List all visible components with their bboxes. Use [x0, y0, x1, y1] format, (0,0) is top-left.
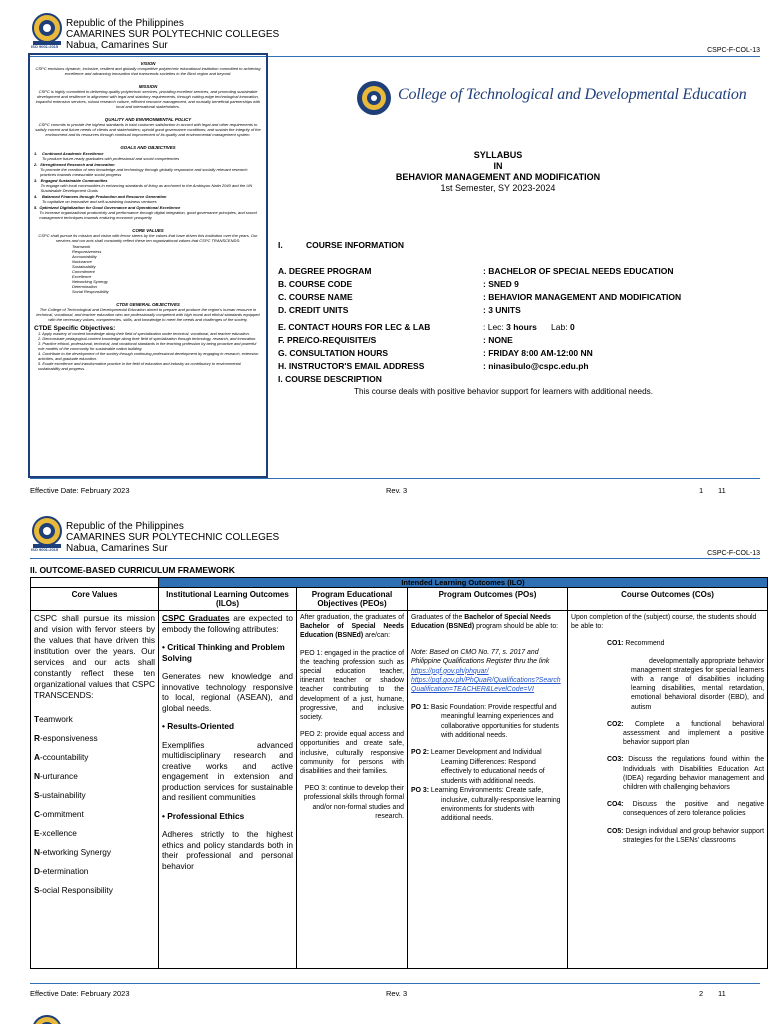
- co4-text: Discuss the positive and negative consequences of zero tolerance policies: [623, 801, 765, 818]
- qep-heading: QUALITY AND ENVIRONMENTAL POLICY: [104, 117, 192, 122]
- header-republic: Republic of the Philippines: [66, 521, 184, 532]
- course-description-text: This course deals with positive behavior support for learners with additional needs.: [354, 387, 654, 396]
- core-value-rest: -xcellence: [39, 828, 77, 838]
- form-code: CSPC-F-COL-13: [707, 47, 760, 54]
- obcf-table: [30, 577, 768, 969]
- course-info-row: [278, 361, 748, 371]
- core-value-item: Sustainability: [72, 264, 96, 269]
- course-info-row: [278, 279, 748, 289]
- goal-body: [39, 205, 262, 220]
- co1-text: developmentally appropriate behavior management strategies for special learners with a range of disabilities including learning disabilities, mental retardation, emotional behavioral disorder (EBD), and autism: [631, 657, 765, 711]
- college-name: College of Technological and Developmental Education: [398, 86, 747, 103]
- course-info-num: I.: [278, 240, 283, 250]
- ilo-band: Intended Learning Outcomes (ILO): [159, 578, 768, 588]
- col-core-values: Core Values: [31, 588, 159, 611]
- core-value-item: Networking Synergy: [72, 279, 108, 284]
- iso-mark: ISO 9001:2015: [31, 547, 59, 552]
- course-info-value: : SNED 9: [483, 279, 519, 289]
- co1-label: CO1:: [607, 640, 624, 648]
- core-value-letter: T: [34, 714, 40, 724]
- po-lead-end: program should be able to:: [474, 623, 559, 631]
- revision: Rev. 3: [386, 486, 408, 495]
- po-lead-bold: Bachelor of Special Needs Education (BSNEd): [411, 614, 551, 631]
- ilos-cell: [159, 611, 297, 969]
- core-value-rest: -ommitment: [40, 809, 84, 819]
- course-info-row: [278, 335, 748, 345]
- core-value-letter: N: [34, 771, 40, 781]
- po-lead: Graduates of the: [411, 614, 465, 621]
- lab-value: 0: [569, 322, 575, 332]
- page-number: 1: [699, 486, 704, 495]
- core-value-entry: [34, 828, 155, 839]
- co2-label: CO2:: [607, 720, 624, 728]
- co4-label: CO4:: [607, 801, 624, 809]
- course-info-row: [278, 305, 748, 315]
- course-info-heading: COURSE INFORMATION: [306, 240, 405, 250]
- ctde-specific-list: [34, 331, 262, 371]
- ctde-objective: 1. Apply mastery of content knowledge along their field of specialization under technical, vocational, and teacher education.: [38, 331, 250, 336]
- pqf-link-2[interactable]: https://pqf.gov.ph/PhQuaR/Qualifications?SearchQualification=TEACHER&LevelCode=VI: [411, 677, 561, 694]
- co2-text: Complete a functional behavioral assessment and implement a positive behavior support plan: [623, 720, 765, 747]
- ctde-specific-heading: CTDE Specific Objectives:: [34, 325, 116, 332]
- course-info-label: F. PRE/CO-REQUISITE/S: [278, 335, 377, 345]
- form-code: CSPC-F-COL-13: [707, 550, 760, 557]
- mission-text: CSPC is highly committed to delivering quality polytechnic services, providing excellent services, and promoting sustainable development and resilience in alignment with legal and statutory requirements, through cutting-edge technological innovation, impactful extension services, robust research culture, efficient resource management, and mutually beneficial partnerships with local and international stakeholders.: [35, 89, 261, 109]
- obcf-heading: II. OUTCOME-BASED CURRICULUM FRAMEWORK: [30, 565, 235, 575]
- goal-item: [34, 151, 262, 161]
- core-value-item: Commitment: [72, 269, 95, 274]
- vision-heading: VISION: [140, 61, 156, 66]
- ctde-heading: CTDE GENERAL OBJECTIVES: [116, 302, 180, 307]
- goal-number: 1.: [34, 151, 38, 156]
- core-value-item: Determination: [72, 284, 97, 289]
- goal-body: [41, 178, 262, 193]
- core-value-rest: -etworking Synergy: [40, 847, 112, 857]
- ilo2-text: Exemplifies advanced multidisciplinary research and creative works and active engagement in extension and production services for sustainable and resilient communities: [162, 739, 293, 802]
- goal-body: [42, 194, 166, 204]
- course-info-label: A. DEGREE PROGRAM: [278, 266, 372, 276]
- ctde-objective: 5. Exude excellence and transformative practice in the field of education and industry as contributory to environmental sustainability and progress.: [38, 361, 241, 371]
- core-values-heading: CORE VALUES: [132, 228, 164, 233]
- course-info-label: D. CREDIT UNITS: [278, 305, 349, 315]
- co3-text: Discuss the regulations found within the Individuals with Disabilities Education Act (IDEA) regarding behavior management and children with challenging behaviors: [623, 756, 765, 792]
- ilo-lead-bold: CSPC Graduates: [162, 613, 230, 623]
- core-value-entry: [34, 847, 155, 858]
- co5-text: Design individual and group behavior support strategies for the LSENs' classrooms: [623, 827, 765, 844]
- course-info-value: : BACHELOR OF SPECIAL NEEDS EDUCATION: [483, 266, 674, 276]
- core-value-letter: R: [34, 733, 40, 743]
- peo-lead-bold: Bachelor of Special Needs Education (BSNEd): [300, 623, 404, 640]
- goal-number: 2.: [34, 162, 38, 167]
- core-value-entry: [34, 714, 155, 725]
- course-info-value: : FRIDAY 8:00 AM-12:00 NN: [483, 348, 593, 358]
- course-info-value: : 3 UNITS: [483, 305, 521, 315]
- core-value-entry: [34, 809, 155, 820]
- core-value-item: Social Responsibility: [72, 289, 109, 294]
- core-value-item: Excellence: [72, 274, 92, 279]
- goals-list: [34, 151, 262, 220]
- goal-title: Balanced Finances through Production and Resource Generation: [42, 194, 167, 199]
- ilo2-heading: • Results-Oriented: [162, 721, 235, 731]
- syllabus-in: IN: [493, 161, 503, 171]
- cspc-seal-logo: [30, 515, 64, 549]
- peo2-text: PEO 2: provide equal access and opportunities and create safe, inclusive, culturally responsive community for persons with disabilities and their families.: [300, 731, 404, 776]
- goal-title: Continued Academic Excellence: [42, 151, 104, 156]
- effective-date: Effective Date: February 2023: [30, 486, 130, 495]
- goals-heading: GOALS AND OBJECTIVES: [120, 145, 176, 150]
- page-total: 11: [718, 486, 726, 495]
- ctde-objective: 2. Demonstrate pedagogical-content knowledge along their field of specialization through technology, research, and innovation.: [38, 336, 257, 341]
- core-value-rest: -etermination: [40, 866, 89, 876]
- vmgo-box: [28, 53, 268, 478]
- goal-body: [42, 151, 179, 161]
- core-value-entry: [34, 752, 155, 763]
- co5-label: CO5:: [607, 827, 624, 835]
- mission-heading: MISSION: [138, 84, 158, 89]
- course-description-label: I. COURSE DESCRIPTION: [278, 374, 382, 384]
- core-value-rest: -ccountability: [40, 752, 89, 762]
- peos-cell: [297, 611, 408, 969]
- footer-rule: [30, 478, 760, 479]
- core-value-letter: D: [34, 866, 40, 876]
- goal-number: 3.: [34, 178, 38, 183]
- header-location: Nabua, Camarines Sur: [66, 40, 168, 51]
- goal-title: Strengthened Research and Innovation: [40, 162, 115, 167]
- core-values-cell: [31, 611, 159, 969]
- course-info-value: : BEHAVIOR MANAGEMENT AND MODIFICATION: [483, 292, 682, 302]
- core-value-letter: A: [34, 752, 40, 762]
- cos-cell: [568, 611, 768, 969]
- core-value-item: Accountability: [72, 254, 97, 259]
- goal-item: [34, 162, 262, 177]
- po1-text: Basic Foundation: Provide respectful and meaningful learning experiences and collaborative opportunities for students with additional needs.: [429, 703, 559, 740]
- core-value-rest: -urturance: [40, 771, 78, 781]
- header-rule: [30, 558, 760, 559]
- col-cos: Course Outcomes (COs): [568, 588, 768, 611]
- vision-text: CSPC envisions dynamic, inclusive, resilient and globally competitive polytechnic educational institution committed to achieving excellence and advancing innovation that transcends societies in the Bicol region and beyond.: [35, 66, 261, 76]
- course-info-row: [278, 292, 748, 302]
- core-value-entry: [34, 866, 155, 877]
- revision: Rev. 3: [386, 989, 408, 998]
- core-value-entry: [34, 790, 155, 801]
- ilo1-heading: • Critical Thinking and Problem Solving: [162, 642, 285, 663]
- course-info-label: B. COURSE CODE: [278, 279, 353, 289]
- col-peos: Program Educational Objectives (PEOs): [297, 588, 408, 611]
- course-info-label: G. CONSULTATION HOURS: [278, 348, 389, 358]
- peo-lead-end: are/can:: [363, 632, 390, 640]
- core-value-item: Nurturance: [72, 259, 92, 264]
- pqf-link-1[interactable]: https://pqf.gov.ph/phquar/: [411, 667, 489, 675]
- syllabus-semester: 1st Semester, SY 2023-2024: [440, 183, 556, 193]
- po-note: Note: Based on CMO No. 77, s. 2017 and Philippine Qualifications Register thru the link: [411, 648, 550, 666]
- core-value-item: Teamwork: [72, 244, 91, 249]
- ilo-lead: are expected to embody the following attributes:: [162, 613, 293, 634]
- col-ilos: Institutional Learning Outcomes (ILOs): [159, 588, 297, 611]
- co-lead: Upon completion of the (subject) course, the students should be able to:: [571, 614, 757, 631]
- course-info-row: [278, 266, 748, 276]
- ilo3-text: Adheres strictly to the highest ethics and policy standards both in their professional and personal behavior: [162, 829, 293, 871]
- course-info-value: : ninasibulo@cspc.edu.ph: [483, 361, 589, 371]
- goal-desc: To produce future-ready graduates with professional and social competencies: [42, 156, 180, 161]
- ctde-text: The College of Technological and Developmental Education aimed to prepare and produce the region's human resource in technical, vocational, and teacher education who are professionally competent with high moral and ethical standards equipped with the necessary values, competencies, skills, and knowledge to meet the needs and challenges of the society.: [36, 307, 260, 322]
- co3-label: CO3:: [607, 756, 624, 764]
- syllabus-course-title: BEHAVIOR MANAGEMENT AND MODIFICATION: [395, 172, 601, 182]
- peo1-text: PEO 1: engaged in the practice of the teaching profession such as special education teacher, itinerant teacher or shadow teacher contributing to the development of a just, humane, progressive, and inclusive society.: [300, 649, 404, 722]
- core-value-rest: -esponsiveness: [40, 733, 98, 743]
- goal-body: [40, 162, 262, 177]
- core-value-item: Responsiveness: [72, 249, 102, 254]
- ctde-objective: 4. Contribute to the development of the society through continuing professional development by engaging in research, extension activities, and graduate education.: [38, 351, 259, 361]
- contact-hours-label: E. CONTACT HOURS FOR LEC & LAB: [278, 322, 431, 332]
- lec-label: : Lec:: [483, 322, 507, 332]
- course-info-label: C. COURSE NAME: [278, 292, 353, 302]
- contact-hours-row: [278, 322, 748, 332]
- ilo1-text: Generates new knowledge and innovative technology responsive to local, regional (ASEAN), and global needs.: [162, 671, 293, 713]
- header-location: Nabua, Camarines Sur: [66, 543, 168, 554]
- core-value-entry: [34, 885, 155, 896]
- goal-number: 4.: [34, 194, 38, 199]
- ilo3-heading: • Professional Ethics: [162, 810, 245, 821]
- cspc-seal-logo: [30, 12, 64, 46]
- pos-cell: [408, 611, 568, 969]
- goal-item: [34, 194, 262, 204]
- iso-mark: ISO 9001:2015: [31, 44, 59, 49]
- goal-desc: To promote the creation of new knowledge and technology through globally responsive and socially relevant research practices towards measurable social progress: [40, 167, 248, 177]
- effective-date: Effective Date: February 2023: [30, 989, 130, 998]
- goal-title: Optimized Digitalization for Good Governance and Operational Excellence: [39, 205, 181, 210]
- syllabus-label: SYLLABUS: [473, 150, 523, 160]
- page-number: 2: [699, 989, 704, 998]
- core-value-letter: E: [34, 828, 40, 838]
- peo-lead: After graduation, the graduates of: [300, 614, 404, 621]
- po2-label: PO 2:: [411, 749, 429, 757]
- course-info-row: [278, 348, 748, 358]
- goal-item: [34, 205, 262, 220]
- cv-intro: CSPC shall pursue its mission and vision with fervor steers by the values that have driven this institution over the years. Our services and our acts shall constantly reflect these ten organizational values that CSPC TRANSCENDS:: [34, 613, 155, 700]
- core-value-rest: eamwork: [39, 714, 73, 724]
- core-values-text: CSPC shall pursue its mission and vision with fervor steers by the values that have driven this institution over the years. Our services and our acts shall constantly reflect these ten organizational values that CSPC TRANSCENDS:: [38, 233, 258, 243]
- peo3-text: PEO 3: continue to develop their professional skills through formal and/or non-formal studies and research.: [303, 785, 404, 820]
- lab-label: Lab:: [551, 322, 570, 332]
- qep-text: CSPC commits to provide the highest standards in total customer satisfaction in accord with legal and other requirements to satisfy current and future needs of clients and stakeholders; uphold good governance conditions; and sustain the integrity of the environment and its resources through continual improvement of its quality and environmental management system.: [35, 122, 261, 137]
- goal-desc: To engage with local communities in enhancing standards of living as anchored to the Ambisyon Natin 2040 and the UN Sustainable Development Goals: [40, 183, 253, 193]
- header-republic: Republic of the Philippines: [66, 18, 184, 29]
- core-values-list: [72, 244, 262, 294]
- core-value-letter: S: [34, 790, 40, 800]
- po3-label: PO 3:: [411, 787, 429, 795]
- core-value-letter: S: [34, 885, 40, 895]
- ctde-objective: 3. Practice ethical, professional, technical, and vocational standards in the teaching profession by being proactive and powerful role models of the community for sustainable nation building.: [38, 341, 257, 351]
- course-info-value: : NONE: [483, 335, 513, 345]
- goal-item: [34, 178, 262, 193]
- lec-value: 3 hours: [506, 322, 537, 332]
- goal-desc: To capitalize on innovative and self-sustaining business ventures: [42, 199, 157, 204]
- header-college: CAMARINES SUR POLYTECHNIC COLLEGES: [66, 532, 280, 543]
- core-value-entry: [34, 771, 155, 782]
- core-value-rest: -ocial Responsibility: [39, 885, 113, 895]
- goal-title: Engaged Sustainable Communities: [40, 178, 108, 183]
- po2-text: Learner Development and Individual Learning Differences: Respond effectively to educational needs of students with additional needs.: [429, 749, 545, 785]
- header-college: CAMARINES SUR POLYTECHNIC COLLEGES: [66, 29, 280, 40]
- col-pos: Program Outcomes (POs): [408, 588, 568, 611]
- po3-text: Learning Environments: Create safe, inclusive, culturally-responsive learning environments for students with additional needs.: [429, 787, 561, 823]
- page-total: 11: [718, 989, 726, 998]
- po1-label: PO 1:: [411, 703, 429, 711]
- co1-lead: Recommend: [623, 640, 665, 648]
- core-value-letter: C: [34, 809, 40, 819]
- cspc-seal-logo: [30, 1014, 64, 1024]
- core-value-letter: N: [34, 847, 40, 857]
- footer-rule: [30, 983, 760, 984]
- goal-number: 5.: [34, 205, 38, 210]
- core-value-rest: -ustainability: [39, 790, 86, 800]
- ctde-logo: [356, 80, 392, 116]
- course-info-label: H. INSTRUCTOR'S EMAIL ADDRESS: [278, 361, 425, 371]
- core-value-entry: [34, 733, 155, 744]
- goal-desc: To increase organizational productivity and performance through digital integration, good governance principles, and sound management techniques towards enduring economic prosperity: [39, 210, 257, 220]
